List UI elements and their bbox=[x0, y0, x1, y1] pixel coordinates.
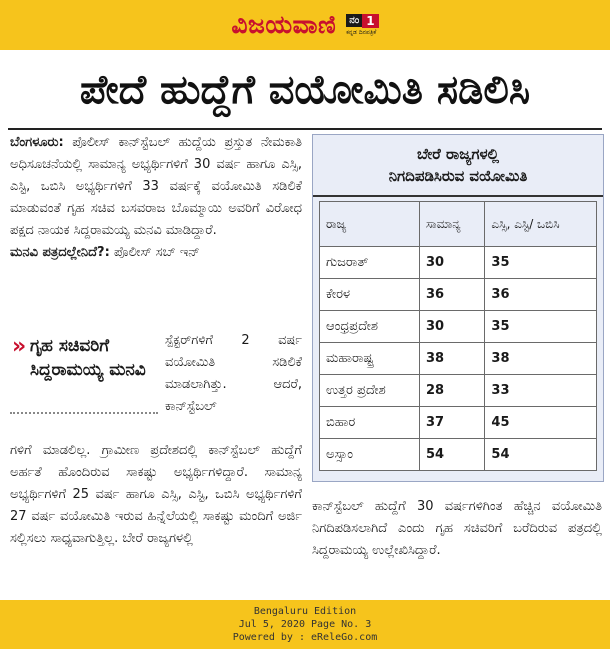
article-body-right bbox=[312, 496, 602, 562]
table-header-row bbox=[320, 202, 597, 247]
header-general: ಸಾಮಾನ್ಯ bbox=[419, 202, 484, 247]
paragraph-2-side: ಸ್ಪೆಕ್ಟರ್‌ಗಳಿಗೆ 2 ವರ್ಷ ವಯೋಮಿತಿ ಸಡಿಲಿಕೆ ಮಾಡಲಾಗಿತ್ತು. ಆದರೆ, ಕಾನ್‌ಸ್ಟೆಬಲ್ bbox=[165, 333, 302, 414]
table-row bbox=[320, 407, 597, 439]
edition-date-page: Jul 5, 2020 Page No. 3 bbox=[238, 619, 372, 630]
table-row bbox=[320, 375, 597, 407]
header-reserved: ಎಸ್ಸಿ, ಎಸ್ಟಿ/ ಒಬಿಸಿ bbox=[485, 202, 597, 247]
reserved-cell: 35 bbox=[485, 311, 597, 343]
state-cell: ಆಂಧ್ರಪ್ರದೇಶ bbox=[320, 311, 420, 343]
state-cell: ಅಸ್ಸಾಂ bbox=[320, 439, 420, 471]
paragraph-2-start-text: ಪೊಲೀಸ್ ಸಬ್ ಇನ್ bbox=[113, 245, 200, 260]
table-row bbox=[320, 343, 597, 375]
table-title bbox=[313, 135, 603, 197]
table-title-line-2: ನಿಗದಿಪಡಿಸಿರುವ ವಯೋಮಿತಿ bbox=[388, 167, 528, 185]
table-row bbox=[320, 311, 597, 343]
general-cell: 37 bbox=[419, 407, 484, 439]
general-cell: 30 bbox=[419, 247, 484, 279]
powered-by: Powered by : eReleGo.com bbox=[232, 632, 378, 643]
dateline: ಬೆಂಗಳೂರು: bbox=[10, 135, 64, 150]
article-headline: ಪೇದೆ ಹುದ್ದೆಗೆ ವಯೋಮಿತಿ ಸಡಿಲಿಸಿ bbox=[79, 67, 531, 113]
general-cell: 28 bbox=[419, 375, 484, 407]
paragraph-1-text: ಪೊಲೀಸ್ ಕಾನ್‌ಸ್ಟೆಬಲ್ ಹುದ್ದೆಯ ಪ್ರಸ್ತುತ ನೇಮಕಾತಿ ಅಧಿಸೂಚನೆಯಲ್ಲಿ ಸಾಮಾನ್ಯ ಅಭ್ಯರ್ಥಿಗಳಿಗೆ 30 ವರ್ಷ ಹಾಗೂ ಎಸ್ಸಿ, ಎಸ್ಟಿ, ಒಬಿಸಿ ಅಭ್ಯರ್ಥಿಗಳಿಗೆ 33 ವರ್ಷಕ್ಕೆ ವಯೋಮಿತಿ ಸಡಿಲಿಕೆ ಮಾಡುವಂತೆ ಗೃಹ ಸಚಿವ ಬಸವರಾಜ ಬೊಮ್ಮಾಯಿ ಅವರಿಗೆ ವಿರೋಧ ಪಕ್ಷದ ನಾಯಕ ಸಿದ್ದರಾಮಯ್ಯ ಮನವಿ ಮಾಡಿದ್ದಾರೆ. bbox=[10, 135, 303, 238]
reserved-cell: 33 bbox=[485, 375, 597, 407]
subheading: ಮನವಿ ಪತ್ರದಲ್ಲೇನಿದೆ?: bbox=[10, 245, 110, 260]
pull-quote bbox=[10, 330, 158, 414]
general-cell: 30 bbox=[419, 311, 484, 343]
badge-tagline: ಕನ್ನಡ ದಿನಪತ್ರಿಕೆ bbox=[346, 28, 377, 36]
general-cell: 54 bbox=[419, 439, 484, 471]
age-limit-table-box bbox=[312, 134, 604, 482]
article-side-text bbox=[165, 330, 302, 418]
edition-footer bbox=[0, 600, 610, 649]
age-limit-table bbox=[319, 201, 597, 471]
badge-number: 1 bbox=[362, 14, 378, 28]
state-cell: ಬಿಹಾರ bbox=[320, 407, 420, 439]
reserved-cell: 36 bbox=[485, 279, 597, 311]
state-cell: ಉತ್ತರ ಪ್ರದೇಶ bbox=[320, 375, 420, 407]
paragraph-3: ಕಾನ್‌ಸ್ಟೆಬಲ್ ಹುದ್ದೆಗೆ 30 ವರ್ಷಗಳಿಗಿಂತ ಹೆಚ್ಚಿನ ವಯೋಮಿತಿ ನಿಗದಿಪಡಿಸಲಾಗಿದೆ ಎಂದು ಗೃಹ ಸಚಿವರಿಗೆ ಬರೆದಿರುವ ಪತ್ರದಲ್ಲಿ ಸಿದ್ದರಾಮಯ್ಯ ಉಲ್ಲೇಖಿಸಿದ್ದಾರೆ. bbox=[312, 499, 602, 558]
header-state: ರಾಜ್ಯ bbox=[320, 202, 420, 247]
table-title-line-1: ಬೇರೆ ರಾಜ್ಯಗಳಲ್ಲಿ bbox=[417, 145, 499, 163]
article-body-top bbox=[10, 132, 302, 264]
paragraph-2-rest: ಗಳಿಗೆ ಮಾಡಲಿಲ್ಲ. ಗ್ರಾಮೀಣ ಪ್ರದೇಶದಲ್ಲಿ ಕಾನ್‌ಸ್ಟೆಬಲ್ ಹುದ್ದೆಗೆ ಅರ್ಹತೆ ಹೊಂದಿರುವ ಸಾಕಷ್ಟು ಅಭ್ಯರ್ಥಿಗಳಿದ್ದಾರೆ. ಸಾಮಾನ್ಯ ಅಭ್ಯರ್ಥಿಗಳಿಗೆ 25 ವರ್ಷ ಹಾಗೂ ಎಸ್ಸಿ, ಎಸ್ಟಿ, ಒಬಿಸಿ ಅಭ್ಯರ್ಥಿಗಳಿಗೆ 27 ವರ್ಷ ವಯೋಮಿತಿ ಇರುವ ಹಿನ್ನೆಲೆಯಲ್ಲಿ ಸಾಕಷ್ಟು ಮಂದಿಗೆ ಅರ್ಜಿ ಸಲ್ಲಿಸಲು ಸಾಧ್ಯವಾಗುತ್ತಿಲ್ಲ. ಬೇರೆ ರಾಜ್ಯಗಳಲ್ಲಿ bbox=[10, 443, 302, 546]
reserved-cell: 45 bbox=[485, 407, 597, 439]
masthead bbox=[0, 0, 610, 50]
state-cell: ಗುಜರಾತ್ bbox=[320, 247, 420, 279]
newspaper-logo: ವಿಜಯವಾಣಿ bbox=[231, 10, 337, 39]
state-cell: ಮಹಾರಾಷ್ಟ್ರ bbox=[320, 343, 420, 375]
general-cell: 38 bbox=[419, 343, 484, 375]
state-cell: ಕೇರಳ bbox=[320, 279, 420, 311]
pull-quote-text: ಗೃಹ ಸಚಿವರಿಗೆ ಸಿದ್ದರಾಮಯ್ಯ ಮನವಿ bbox=[30, 336, 146, 380]
table-row bbox=[320, 439, 597, 471]
reserved-cell: 35 bbox=[485, 247, 597, 279]
edition-name: Bengaluru Edition bbox=[253, 606, 357, 617]
article-body-bottom bbox=[10, 440, 302, 550]
reserved-cell: 54 bbox=[485, 439, 597, 471]
headline-divider bbox=[8, 128, 602, 130]
table-row bbox=[320, 247, 597, 279]
reserved-cell: 38 bbox=[485, 343, 597, 375]
table-row bbox=[320, 279, 597, 311]
badge-label: ನಂ bbox=[346, 14, 362, 27]
article-paragraph-1 bbox=[10, 132, 302, 242]
number-one-badge bbox=[346, 14, 378, 37]
general-cell: 36 bbox=[419, 279, 484, 311]
article-paragraph-2-start bbox=[10, 242, 302, 264]
double-chevron-icon: » bbox=[12, 334, 27, 359]
